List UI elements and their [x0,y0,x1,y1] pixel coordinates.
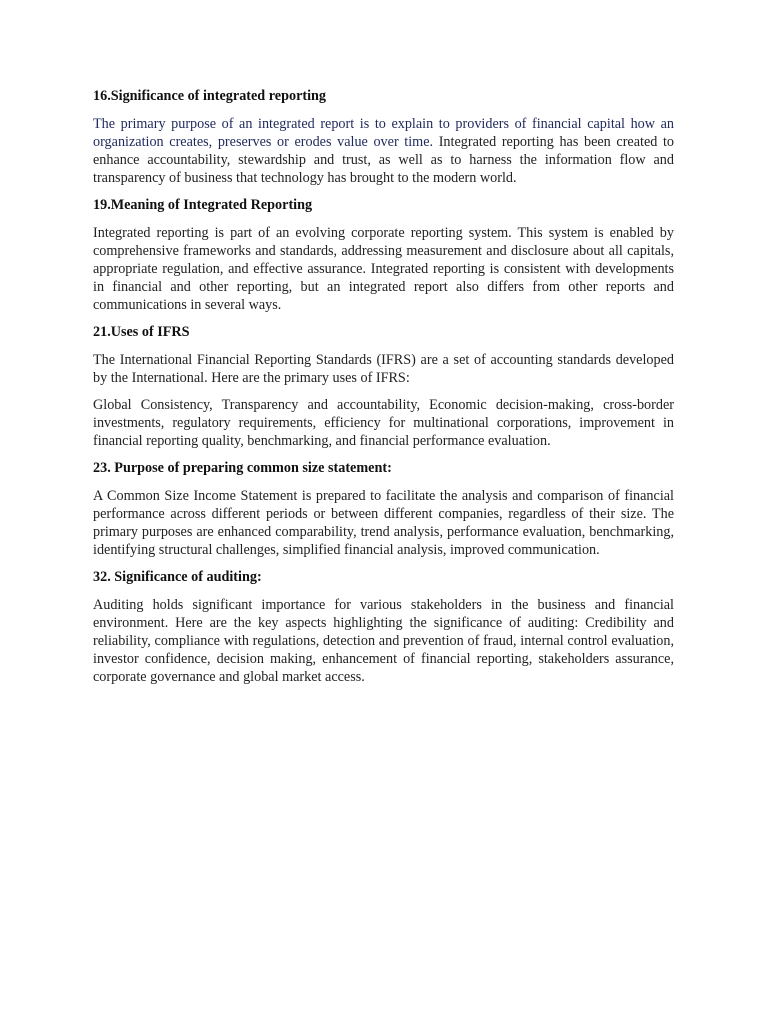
section-ifrs-uses [93,323,674,450]
section-heading: 19.Meaning of Integrated Reporting [93,197,313,213]
section-heading: 21.Uses of IFRS [93,324,190,340]
paragraph: A Common Size Income Statement is prepared to facilitate the analysis and comparison of financial performance across different periods or between different companies, regardless of their size. The primary purposes are enhanced comparability, trend analysis, performance evaluation, benchmarking, identifying structural challenges, simplified financial analysis, improved communication. [93,488,674,558]
paragraph: Integrated reporting is part of an evolving corporate reporting system. This system is enabled by comprehensive frameworks and standards, addressing measurement and disclosure about all capitals, appropriate regulation, and effective assurance. Integrated reporting is consistent with developments in financial and other reporting, but an integrated report also differs from other reports and communications in several ways. [93,225,674,313]
section-integrated-reporting-significance [93,87,674,187]
section-auditing-significance [93,568,674,686]
highlighted-text: The primary purpose of an integrated report is to explain to providers of financial capital how an organization creates, preserves or erodes value over time. [93,116,674,150]
section-heading: 16.Significance of integrated reporting [93,88,327,104]
paragraph: Auditing holds significant importance for various stakeholders in the business and financial environment. Here are the key aspects highlighting the significance of auditing: Credibility and reliability, compliance with regulations, detection and prevention of fraud, internal control evaluation, investor confidence, decision making, enhancement of financial reporting, stakeholders assurance, corporate governance and global market access. [93,597,674,685]
section-common-size-statement [93,459,674,559]
paragraph-text: Integrated reporting has been created to enhance accountability, stewardship and trust, as well as to harness the information flow and transparency of business that technology has brought to the modern world. [93,134,674,186]
paragraph: The International Financial Reporting Standards (IFRS) are a set of accounting standards developed by the International. Here are the primary uses of IFRS: [93,352,674,386]
section-heading: 23. Purpose of preparing common size statement: [93,460,392,476]
document-page [93,87,674,695]
section-integrated-reporting-meaning [93,196,674,314]
paragraph: Global Consistency, Transparency and accountability, Economic decision-making, cross-border investments, regulatory requirements, efficiency for multinational corporations, improvement in financial reporting quality, benchmarking, and financial performance evaluation. [93,397,674,449]
section-heading: 32. Significance of auditing: [93,569,262,585]
paragraph [93,115,674,187]
